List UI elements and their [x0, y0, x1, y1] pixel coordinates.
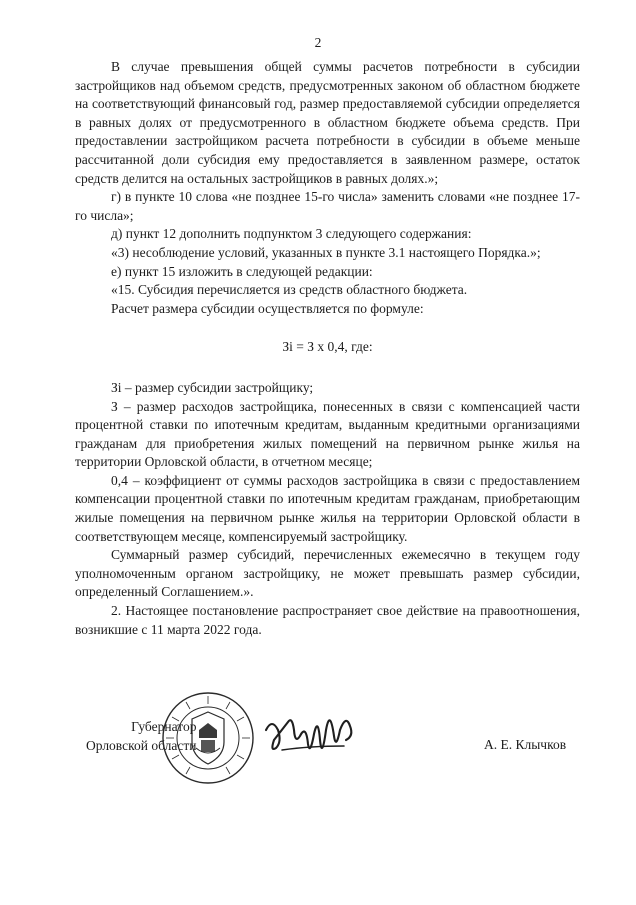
paragraph-total-subsidy: Суммарный размер субсидий, перечисленных ежемесячно в текущем году уполномоченным органом застройщику, не может превышать размер субсидии, определенный Соглашением.».: [75, 547, 580, 600]
subsidy-formula: Зi = З х 0,4, где:: [282, 339, 373, 355]
paragraph-item-e: е) пункт 15 изложить в следующей редакции:: [111, 263, 373, 279]
definition-coefficient: 0,4 – коэффициент от суммы расходов застройщика в связи с предоставлением компенсации процентной ставки по ипотечным кредитам гражданам, приобретающим жилые помещения на первичном рынке жилья на территории Орловской области в соответствующем месяце, компенсируемый застройщику.: [75, 472, 580, 544]
paragraph-point-15: «15. Субсидия перечисляется из средств областного бюджета.: [111, 282, 468, 298]
signatory-title-line1: Губернатор: [131, 719, 197, 734]
definition-zi: Зi – размер субсидии застройщику;: [111, 379, 314, 395]
document-body: [75, 58, 580, 639]
official-seal-icon: [160, 690, 256, 786]
paragraph-formula-intro: Расчет размера субсидии осуществляется по формуле:: [111, 300, 424, 316]
signatory-name: А. Е. Клычков: [484, 737, 567, 752]
definition-z: З – размер расходов застройщика, понесенных в связи с компенсацией части процентной ставки по ипотечным кредитам, выданным кредитными организациями гражданам для приобретения жилых помещений на первичном рынке жилья на территории Орловской области, в отчетном месяце;: [75, 398, 580, 470]
paragraph-item-d: д) пункт 12 дополнить подпунктом 3 следующего содержания:: [111, 226, 472, 242]
page-number: 2: [314, 35, 322, 50]
paragraph-effective-date: 2. Настоящее постановление распространяет свое действие на правоотношения, возникшие с 11 марта 2022 года.: [75, 603, 580, 637]
paragraph-subsidy-distribution: В случае превышения общей суммы расчетов потребности в субсидии застройщиков над объемом средств, предусмотренных законом об областном бюджете на соответствующий финансовый год, размер предоставляемой субсидии определяется в равных долях от предусмотренного в областном бюджете объема средств. При предоставлении застройщиком расчета потребности в субсидии в объеме меньше рассчитанной доли субсидия ему предоставляется в заявленном размере, остаток средств делится на остальных застройщиков в равных долях.»;: [75, 59, 580, 186]
paragraph-subitem-3: «3) несоблюдение условий, указанных в пункте 3.1 настоящего Порядка.»;: [111, 244, 541, 260]
handwritten-signature-icon: [262, 700, 362, 770]
paragraph-item-g: г) в пункте 10 слова «не позднее 15-го числа» заменить словами «не позднее 17-го числа»;: [75, 189, 580, 223]
signatory-title-line2: Орловской области: [86, 737, 197, 753]
